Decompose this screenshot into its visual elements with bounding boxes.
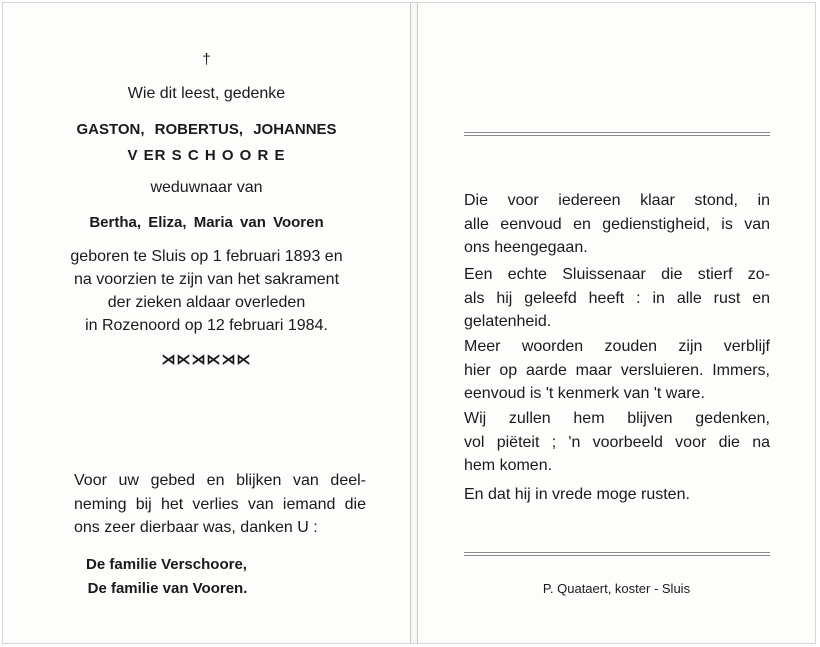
paragraph-5 [464, 483, 770, 507]
birth-line-4: in Rozenoord op 12 februari 1984. [85, 317, 328, 334]
paragraph-1 [464, 189, 770, 260]
intro-text: Wie dit leest, gedenke [127, 85, 286, 102]
deceased-surname: V ER S C H O O R E [127, 147, 286, 164]
paragraph-4 [464, 407, 770, 478]
p4-line-1: Wij zullen hem blijven gedenken, [464, 410, 770, 427]
card-fold [410, 3, 418, 643]
paragraph-2 [464, 263, 770, 334]
p2-line-1: Een echte Sluissenaar die stierf zo- [464, 266, 770, 283]
p2-line-2: als hij geleefd heeft : in alle rust en [464, 289, 770, 307]
family-line-1: De familie Verschoore, [86, 556, 247, 573]
widower-of-text: weduwnaar van [150, 179, 263, 196]
bottom-double-rule [464, 552, 770, 556]
left-panel [3, 3, 410, 643]
thanks-line-2: neming bij het verlies van iemand die [74, 495, 366, 513]
p3-line-3: eenvoud is 't kenmerk van 't ware. [464, 385, 705, 402]
top-double-rule [464, 132, 770, 136]
p1-line-1: Die voor iedereen klaar stond, in [464, 192, 770, 209]
p5-line-1: En dat hij in vrede moge rusten. [464, 486, 690, 503]
p1-line-3: ons heengegaan. [464, 239, 588, 256]
birth-line-1: geboren te Sluis op 1 februari 1893 en [70, 248, 343, 265]
thanks-paragraph [74, 469, 366, 540]
family-line-2: De familie van Vooren. [87, 580, 248, 597]
p3-line-1: Meer woorden zouden zijn verblijf [464, 338, 770, 355]
thanks-line-1: Voor uw gebed en blijken van deel- [74, 472, 366, 489]
paragraph-3 [464, 335, 770, 406]
cross-symbol: † [202, 51, 211, 68]
right-panel [418, 3, 815, 643]
memorial-card [2, 2, 816, 644]
thanks-line-3: ons zeer dierbaar was, danken U : [74, 519, 318, 536]
deceased-given-names: GASTON, ROBERTUS, JOHANNES [76, 121, 337, 138]
ornament-separator: ⋊⋉⋊⋉⋊⋉ [161, 351, 252, 367]
p3-line-2: hier op aarde maar versluieren. Immers, [464, 361, 770, 379]
p2-line-3: gelatenheid. [464, 313, 552, 330]
p4-line-3: hem komen. [464, 457, 553, 474]
birth-line-2: na voorzien te zijn van het sakrament [73, 271, 340, 288]
p1-line-2: alle eenvoud en gedienstigheid, is van [464, 215, 770, 233]
printer-credit: P. Quataert, koster - Sluis [542, 581, 691, 596]
spouse-name: Bertha, Eliza, Maria van Vooren [89, 214, 324, 231]
p4-line-2: vol piëteit ; 'n voorbeeld voor die na [464, 433, 770, 451]
birth-line-3: der zieken aldaar overleden [107, 294, 306, 311]
